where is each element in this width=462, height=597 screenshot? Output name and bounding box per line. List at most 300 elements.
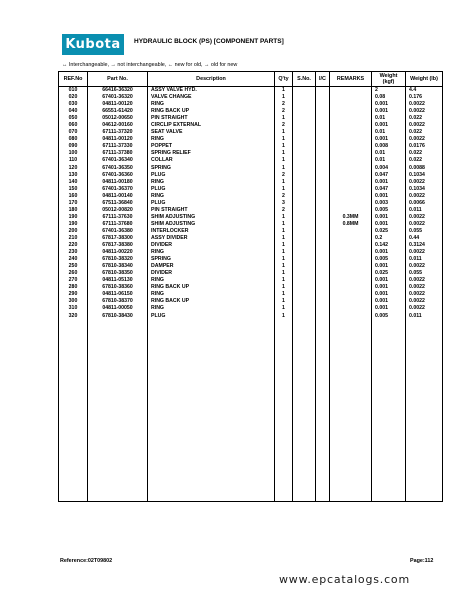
cell-qty: 1 bbox=[275, 186, 293, 193]
cell-kgf: 0.001 bbox=[372, 136, 406, 143]
table-row bbox=[59, 186, 443, 193]
column-header-description: Description bbox=[148, 72, 275, 87]
table-row bbox=[59, 235, 443, 242]
table-row bbox=[59, 94, 443, 101]
cell-desc: CIRCLIP EXTERNAL bbox=[148, 122, 275, 129]
cell-part: 04811-00220 bbox=[88, 249, 148, 256]
cell-part: 67111-37330 bbox=[88, 143, 148, 150]
cell-part: 67810-38430 bbox=[88, 313, 148, 320]
column-header-sno: S.No. bbox=[293, 72, 316, 87]
table-row bbox=[59, 242, 443, 249]
cell-qty: 1 bbox=[275, 263, 293, 270]
cell-rem bbox=[330, 313, 372, 320]
cell-lb: 0.0022 bbox=[406, 305, 443, 312]
table-row bbox=[59, 270, 443, 277]
cell-desc: RING bbox=[148, 193, 275, 200]
cell-part: 67111-37680 bbox=[88, 221, 148, 228]
cell-sno bbox=[293, 136, 316, 143]
table-row bbox=[59, 136, 443, 143]
cell-qty: 1 bbox=[275, 179, 293, 186]
cell-part: 67401-36380 bbox=[88, 228, 148, 235]
cell-rem bbox=[330, 136, 372, 143]
cell-kgf: 0.2 bbox=[372, 235, 406, 242]
blank-cell bbox=[316, 320, 330, 502]
cell-qty: 1 bbox=[275, 277, 293, 284]
cell-ic bbox=[316, 305, 330, 312]
cell-lb: 0.022 bbox=[406, 157, 443, 164]
cell-lb: 0.022 bbox=[406, 129, 443, 136]
cell-rem bbox=[330, 143, 372, 150]
table-row bbox=[59, 122, 443, 129]
cell-ref: 190 bbox=[59, 214, 88, 221]
cell-lb: 0.0022 bbox=[406, 277, 443, 284]
cell-rem bbox=[330, 207, 372, 214]
cell-qty: 1 bbox=[275, 270, 293, 277]
cell-rem bbox=[330, 228, 372, 235]
cell-ref: 150 bbox=[59, 186, 88, 193]
table-row bbox=[59, 179, 443, 186]
table-row bbox=[59, 115, 443, 122]
cell-desc: RING BACK UP bbox=[148, 298, 275, 305]
table-row bbox=[59, 249, 443, 256]
blank-cell bbox=[293, 320, 316, 502]
column-header-part: Part No. bbox=[88, 72, 148, 87]
cell-kgf: 0.01 bbox=[372, 150, 406, 157]
cell-qty: 1 bbox=[275, 143, 293, 150]
cell-desc: PLUG bbox=[148, 200, 275, 207]
cell-ref: 210 bbox=[59, 235, 88, 242]
table-row bbox=[59, 150, 443, 157]
cell-ref: 080 bbox=[59, 136, 88, 143]
cell-part: 04811-05130 bbox=[88, 277, 148, 284]
cell-sno bbox=[293, 94, 316, 101]
cell-ic bbox=[316, 150, 330, 157]
cell-rem bbox=[330, 150, 372, 157]
watermark-url: www.epcatalogs.com bbox=[279, 573, 410, 586]
cell-part: 04811-00120 bbox=[88, 136, 148, 143]
cell-ref: 260 bbox=[59, 270, 88, 277]
blank-cell bbox=[330, 320, 372, 502]
cell-desc: PLUG bbox=[148, 186, 275, 193]
cell-ic bbox=[316, 270, 330, 277]
cell-lb: 0.1034 bbox=[406, 172, 443, 179]
cell-lb: 0.0022 bbox=[406, 263, 443, 270]
cell-ref: 030 bbox=[59, 101, 88, 108]
cell-ref: 160 bbox=[59, 193, 88, 200]
cell-ic bbox=[316, 221, 330, 228]
cell-lb: 0.44 bbox=[406, 235, 443, 242]
cell-sno bbox=[293, 87, 316, 95]
cell-lb: 0.0022 bbox=[406, 122, 443, 129]
cell-qty: 3 bbox=[275, 200, 293, 207]
cell-part: 67111-37630 bbox=[88, 214, 148, 221]
cell-qty: 1 bbox=[275, 87, 293, 95]
cell-ic bbox=[316, 143, 330, 150]
blank-cell bbox=[88, 320, 148, 502]
cell-ref: 130 bbox=[59, 172, 88, 179]
cell-part: 67810-38370 bbox=[88, 298, 148, 305]
cell-rem bbox=[330, 165, 372, 172]
cell-kgf: 0.001 bbox=[372, 298, 406, 305]
cell-part: 67401-36320 bbox=[88, 94, 148, 101]
cell-rem: 0.8MM bbox=[330, 221, 372, 228]
cell-rem bbox=[330, 277, 372, 284]
table-row bbox=[59, 129, 443, 136]
cell-ic bbox=[316, 284, 330, 291]
cell-qty: 1 bbox=[275, 165, 293, 172]
cell-sno bbox=[293, 186, 316, 193]
table-row bbox=[59, 214, 443, 221]
cell-qty: 1 bbox=[275, 235, 293, 242]
cell-desc: ASSY VALVE HYD. bbox=[148, 87, 275, 95]
cell-ref: 070 bbox=[59, 129, 88, 136]
cell-ic bbox=[316, 249, 330, 256]
column-header-ref: REF.No bbox=[59, 72, 88, 87]
cell-kgf: 0.001 bbox=[372, 284, 406, 291]
cell-ic bbox=[316, 256, 330, 263]
cell-ic bbox=[316, 115, 330, 122]
cell-part: 66551-61420 bbox=[88, 108, 148, 115]
table-row bbox=[59, 228, 443, 235]
cell-lb: 0.0022 bbox=[406, 108, 443, 115]
cell-lb: 0.0022 bbox=[406, 101, 443, 108]
cell-desc: COLLAR bbox=[148, 157, 275, 164]
cell-desc: SPRING RELIEF bbox=[148, 150, 275, 157]
cell-kgf: 0.01 bbox=[372, 115, 406, 122]
cell-ic bbox=[316, 122, 330, 129]
cell-sno bbox=[293, 228, 316, 235]
cell-part: 67111-37380 bbox=[88, 150, 148, 157]
cell-kgf: 0.01 bbox=[372, 157, 406, 164]
cell-rem bbox=[330, 242, 372, 249]
cell-kgf: 0.001 bbox=[372, 101, 406, 108]
cell-rem bbox=[330, 200, 372, 207]
cell-rem bbox=[330, 186, 372, 193]
cell-rem: 0.3MM bbox=[330, 214, 372, 221]
cell-rem bbox=[330, 291, 372, 298]
cell-ref: 300 bbox=[59, 298, 88, 305]
cell-part: 04811-00180 bbox=[88, 179, 148, 186]
cell-part: 04811-00050 bbox=[88, 305, 148, 312]
cell-rem bbox=[330, 94, 372, 101]
cell-qty: 1 bbox=[275, 298, 293, 305]
cell-kgf: 0.001 bbox=[372, 122, 406, 129]
cell-sno bbox=[293, 101, 316, 108]
cell-qty: 1 bbox=[275, 157, 293, 164]
cell-sno bbox=[293, 270, 316, 277]
cell-desc: RING bbox=[148, 277, 275, 284]
parts-table bbox=[58, 71, 443, 502]
cell-desc: RING bbox=[148, 136, 275, 143]
table-row bbox=[59, 256, 443, 263]
cell-desc: PLUG bbox=[148, 172, 275, 179]
column-header-qty: Q'ty bbox=[275, 72, 293, 87]
cell-ref: 120 bbox=[59, 165, 88, 172]
cell-part: 05012-00650 bbox=[88, 115, 148, 122]
table-row bbox=[59, 143, 443, 150]
cell-ref: 290 bbox=[59, 291, 88, 298]
cell-rem bbox=[330, 249, 372, 256]
cell-rem bbox=[330, 298, 372, 305]
cell-lb: 0.055 bbox=[406, 228, 443, 235]
cell-qty: 2 bbox=[275, 207, 293, 214]
cell-kgf: 0.003 bbox=[372, 200, 406, 207]
table-row bbox=[59, 277, 443, 284]
cell-qty: 1 bbox=[275, 313, 293, 320]
cell-ref: 320 bbox=[59, 313, 88, 320]
table-row bbox=[59, 193, 443, 200]
cell-part: 67111-37320 bbox=[88, 129, 148, 136]
cell-kgf: 0.008 bbox=[372, 143, 406, 150]
cell-ic bbox=[316, 242, 330, 249]
cell-desc: RING bbox=[148, 305, 275, 312]
cell-rem bbox=[330, 122, 372, 129]
cell-ic bbox=[316, 186, 330, 193]
cell-qty: 1 bbox=[275, 291, 293, 298]
cell-part: 67401-36350 bbox=[88, 165, 148, 172]
blank-cell bbox=[59, 320, 88, 502]
cell-desc: SHIM ADJUSTING bbox=[148, 214, 275, 221]
cell-ref: 180 bbox=[59, 207, 88, 214]
cell-part: 04811-00140 bbox=[88, 193, 148, 200]
cell-ref: 170 bbox=[59, 200, 88, 207]
cell-ref: 060 bbox=[59, 122, 88, 129]
cell-lb: 0.055 bbox=[406, 270, 443, 277]
cell-ic bbox=[316, 207, 330, 214]
cell-sno bbox=[293, 305, 316, 312]
cell-ref: 040 bbox=[59, 108, 88, 115]
cell-desc: RING bbox=[148, 179, 275, 186]
cell-sno bbox=[293, 200, 316, 207]
cell-ic bbox=[316, 179, 330, 186]
table-row bbox=[59, 172, 443, 179]
column-header-weight-kgf: Weight (kgf) bbox=[372, 72, 406, 87]
blank-cell bbox=[406, 320, 443, 502]
cell-lb: 0.0022 bbox=[406, 214, 443, 221]
cell-part: 04612-00160 bbox=[88, 122, 148, 129]
cell-ref: 090 bbox=[59, 143, 88, 150]
cell-part: 05012-00820 bbox=[88, 207, 148, 214]
cell-ref: 140 bbox=[59, 179, 88, 186]
cell-sno bbox=[293, 242, 316, 249]
cell-sno bbox=[293, 193, 316, 200]
page-title: HYDRAULIC BLOCK (PS) [COMPONENT PARTS] bbox=[134, 38, 284, 45]
cell-sno bbox=[293, 172, 316, 179]
cell-rem bbox=[330, 101, 372, 108]
cell-kgf: 0.005 bbox=[372, 313, 406, 320]
cell-ref: 310 bbox=[59, 305, 88, 312]
column-header-weight-lb: Weight (lb) bbox=[406, 72, 443, 87]
cell-sno bbox=[293, 157, 316, 164]
cell-ic bbox=[316, 200, 330, 207]
kubota-logo: Kubota bbox=[62, 34, 124, 55]
cell-ic bbox=[316, 101, 330, 108]
cell-ref: 200 bbox=[59, 228, 88, 235]
cell-sno bbox=[293, 129, 316, 136]
cell-rem bbox=[330, 108, 372, 115]
cell-kgf: 0.001 bbox=[372, 291, 406, 298]
cell-qty: 1 bbox=[275, 214, 293, 221]
cell-part: 67401-36340 bbox=[88, 157, 148, 164]
cell-kgf: 0.01 bbox=[372, 129, 406, 136]
cell-desc: SPRING bbox=[148, 165, 275, 172]
table-row bbox=[59, 207, 443, 214]
cell-ref: 220 bbox=[59, 242, 88, 249]
cell-lb: 0.0022 bbox=[406, 179, 443, 186]
cell-lb: 0.0022 bbox=[406, 249, 443, 256]
cell-ic bbox=[316, 172, 330, 179]
table-row bbox=[59, 305, 443, 312]
interchange-legend: ↔ Interchangeable, → not interchangeable, ← new for old, → old for new bbox=[62, 62, 238, 68]
cell-qty: 1 bbox=[275, 150, 293, 157]
cell-ic bbox=[316, 228, 330, 235]
cell-lb: 0.0022 bbox=[406, 136, 443, 143]
cell-sno bbox=[293, 150, 316, 157]
cell-desc: SHIM ADJUSTING bbox=[148, 221, 275, 228]
cell-sno bbox=[293, 313, 316, 320]
cell-lb: 0.011 bbox=[406, 313, 443, 320]
cell-kgf: 0.047 bbox=[372, 172, 406, 179]
cell-rem bbox=[330, 235, 372, 242]
table-row bbox=[59, 101, 443, 108]
cell-ref: 250 bbox=[59, 263, 88, 270]
table-row bbox=[59, 284, 443, 291]
cell-lb: 0.176 bbox=[406, 94, 443, 101]
cell-ref: 100 bbox=[59, 150, 88, 157]
cell-lb: 0.0022 bbox=[406, 284, 443, 291]
cell-desc: PIN STRAIGHT bbox=[148, 115, 275, 122]
cell-kgf: 0.142 bbox=[372, 242, 406, 249]
cell-qty: 1 bbox=[275, 136, 293, 143]
cell-kgf: 0.001 bbox=[372, 249, 406, 256]
cell-kgf: 0.001 bbox=[372, 221, 406, 228]
cell-part: 67810-38350 bbox=[88, 270, 148, 277]
column-header-ic: I/C bbox=[316, 72, 330, 87]
table-row bbox=[59, 108, 443, 115]
cell-kgf: 0.005 bbox=[372, 207, 406, 214]
cell-qty: 2 bbox=[275, 101, 293, 108]
table-row bbox=[59, 165, 443, 172]
cell-rem bbox=[330, 270, 372, 277]
cell-lb: 0.0022 bbox=[406, 291, 443, 298]
cell-part: 67817-38380 bbox=[88, 242, 148, 249]
table-row bbox=[59, 313, 443, 320]
cell-desc: INTERLOCKER bbox=[148, 228, 275, 235]
cell-ref: 110 bbox=[59, 157, 88, 164]
cell-kgf: 0.001 bbox=[372, 277, 406, 284]
cell-part: 04811-06150 bbox=[88, 291, 148, 298]
cell-sno bbox=[293, 179, 316, 186]
cell-lb: 0.0022 bbox=[406, 221, 443, 228]
cell-ic bbox=[316, 129, 330, 136]
cell-ref: 240 bbox=[59, 256, 88, 263]
cell-kgf: 0.005 bbox=[372, 256, 406, 263]
cell-sno bbox=[293, 263, 316, 270]
cell-sno bbox=[293, 143, 316, 150]
cell-sno bbox=[293, 256, 316, 263]
cell-lb: 4.4 bbox=[406, 87, 443, 95]
cell-desc: RING bbox=[148, 291, 275, 298]
cell-lb: 0.3124 bbox=[406, 242, 443, 249]
cell-rem bbox=[330, 87, 372, 95]
cell-rem bbox=[330, 263, 372, 270]
table-row bbox=[59, 200, 443, 207]
cell-ic bbox=[316, 165, 330, 172]
cell-sno bbox=[293, 115, 316, 122]
cell-ref: 270 bbox=[59, 277, 88, 284]
cell-sno bbox=[293, 122, 316, 129]
table-row bbox=[59, 298, 443, 305]
cell-ref: 230 bbox=[59, 249, 88, 256]
cell-sno bbox=[293, 249, 316, 256]
cell-ic bbox=[316, 193, 330, 200]
cell-lb: 0.0022 bbox=[406, 193, 443, 200]
cell-sno bbox=[293, 214, 316, 221]
cell-lb: 0.0088 bbox=[406, 165, 443, 172]
cell-rem bbox=[330, 129, 372, 136]
cell-sno bbox=[293, 284, 316, 291]
cell-ref: 190 bbox=[59, 221, 88, 228]
cell-qty: 1 bbox=[275, 115, 293, 122]
cell-lb: 0.0066 bbox=[406, 200, 443, 207]
cell-desc: SEAT VALVE bbox=[148, 129, 275, 136]
cell-lb: 0.022 bbox=[406, 150, 443, 157]
cell-part: 67511-36840 bbox=[88, 200, 148, 207]
cell-kgf: 0.001 bbox=[372, 214, 406, 221]
cell-ic bbox=[316, 87, 330, 95]
cell-qty: 1 bbox=[275, 94, 293, 101]
cell-ic bbox=[316, 298, 330, 305]
cell-part: 67401-36360 bbox=[88, 172, 148, 179]
cell-rem bbox=[330, 284, 372, 291]
cell-rem bbox=[330, 256, 372, 263]
blank-cell bbox=[148, 320, 275, 502]
cell-kgf: 0.08 bbox=[372, 94, 406, 101]
cell-ic bbox=[316, 235, 330, 242]
cell-ref: 010 bbox=[59, 87, 88, 95]
cell-part: 66416-36320 bbox=[88, 87, 148, 95]
cell-desc: ASSY DIVIDER bbox=[148, 235, 275, 242]
cell-sno bbox=[293, 277, 316, 284]
cell-qty: 1 bbox=[275, 221, 293, 228]
cell-qty: 1 bbox=[275, 242, 293, 249]
cell-rem bbox=[330, 179, 372, 186]
cell-desc: SPRING bbox=[148, 256, 275, 263]
cell-ic bbox=[316, 94, 330, 101]
cell-lb: 0.0176 bbox=[406, 143, 443, 150]
blank-cell bbox=[275, 320, 293, 502]
cell-lb: 0.0022 bbox=[406, 298, 443, 305]
cell-kgf: 0.001 bbox=[372, 179, 406, 186]
cell-sno bbox=[293, 298, 316, 305]
cell-desc: DIVIDER bbox=[148, 270, 275, 277]
cell-part: 04811-00120 bbox=[88, 101, 148, 108]
table-row bbox=[59, 87, 443, 95]
parts-table-body bbox=[59, 87, 443, 502]
reference-number: Reference:02T09802 bbox=[60, 558, 113, 564]
cell-qty: 1 bbox=[275, 129, 293, 136]
cell-desc: RING bbox=[148, 101, 275, 108]
cell-part: 67810-38360 bbox=[88, 284, 148, 291]
cell-desc: RING bbox=[148, 249, 275, 256]
cell-rem bbox=[330, 305, 372, 312]
cell-sno bbox=[293, 108, 316, 115]
blank-cell bbox=[372, 320, 406, 502]
table-row bbox=[59, 291, 443, 298]
cell-kgf: 0.001 bbox=[372, 108, 406, 115]
cell-rem bbox=[330, 172, 372, 179]
cell-sno bbox=[293, 207, 316, 214]
